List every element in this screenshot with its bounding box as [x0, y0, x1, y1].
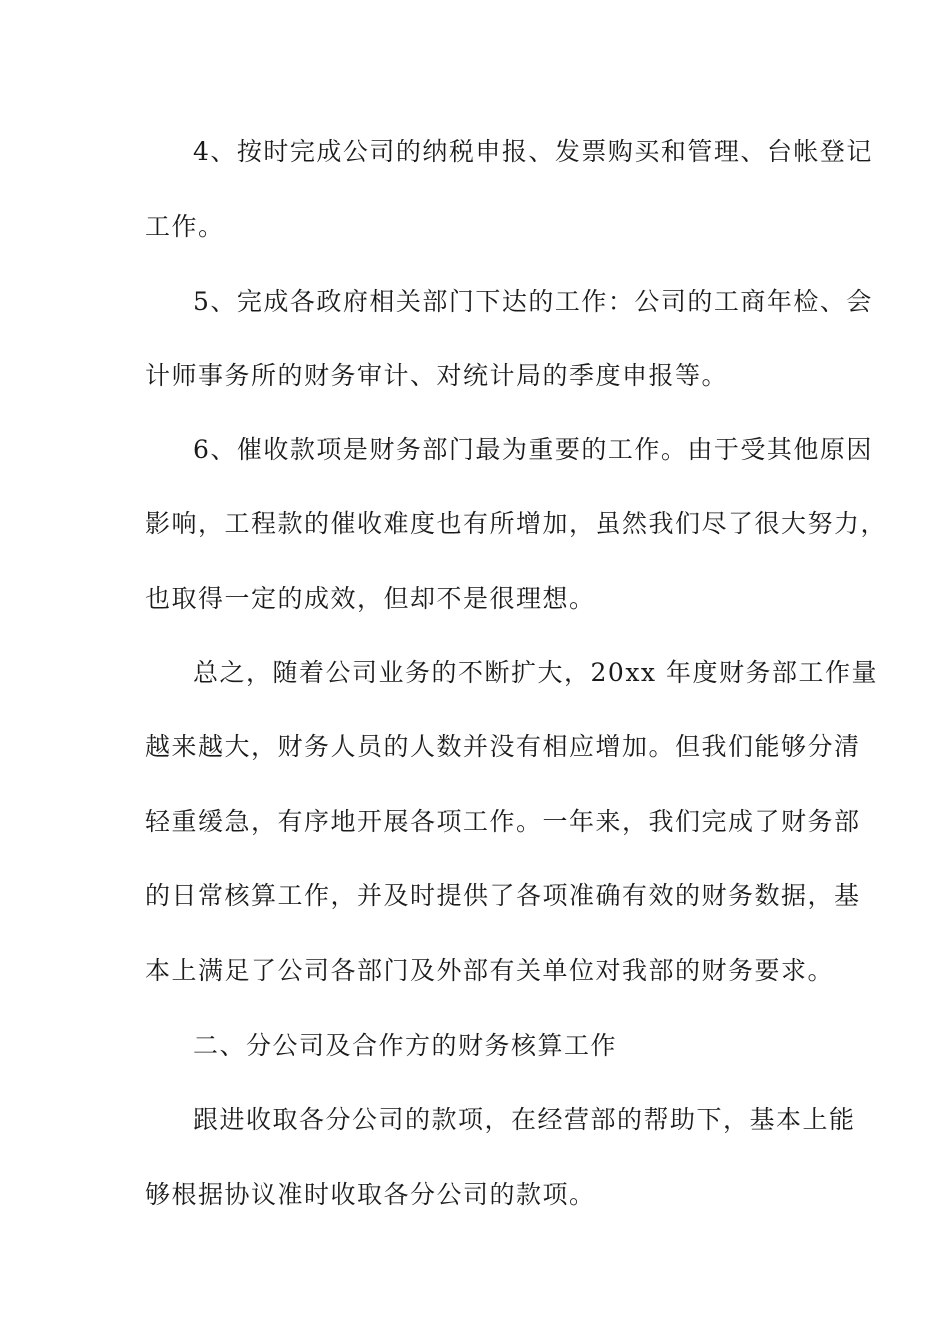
section-heading: 二、分公司及合作方的财务核算工作 [193, 1031, 618, 1060]
text-line: 够根据协议准时收取各分公司的款项。 [145, 1180, 596, 1209]
text-line: 也取得一定的成效，但却不是很理想。 [145, 584, 596, 613]
text-line: 总之，随着公司业务的不断扩大，20xx 年度财务部工作量 [193, 658, 878, 687]
text-line: 本上满足了公司各部门及外部有关单位对我部的财务要求。 [145, 956, 835, 985]
text-line: 工作。 [145, 212, 225, 241]
text-line: 的日常核算工作，并及时提供了各项准确有效的财务数据，基 [145, 881, 861, 910]
text-line: 跟进收取各分公司的款项，在经营部的帮助下，基本上能 [193, 1105, 856, 1134]
text-line: 5、完成各政府相关部门下达的工作：公司的工商年检、会 [193, 287, 873, 316]
text-line: 越来越大，财务人员的人数并没有相应增加。但我们能够分清 [145, 732, 861, 761]
text-line: 影响，工程款的催收难度也有所增加，虽然我们尽了很大努力， [145, 509, 888, 538]
text-line: 6、催收款项是财务部门最为重要的工作。由于受其他原因 [193, 435, 873, 464]
text-line: 计师事务所的财务审计、对统计局的季度申报等。 [145, 361, 729, 390]
text-line: 轻重缓急，有序地开展各项工作。一年来，我们完成了财务部 [145, 807, 861, 836]
text-line: 4、按时完成公司的纳税申报、发票购买和管理、台帐登记 [193, 137, 873, 166]
